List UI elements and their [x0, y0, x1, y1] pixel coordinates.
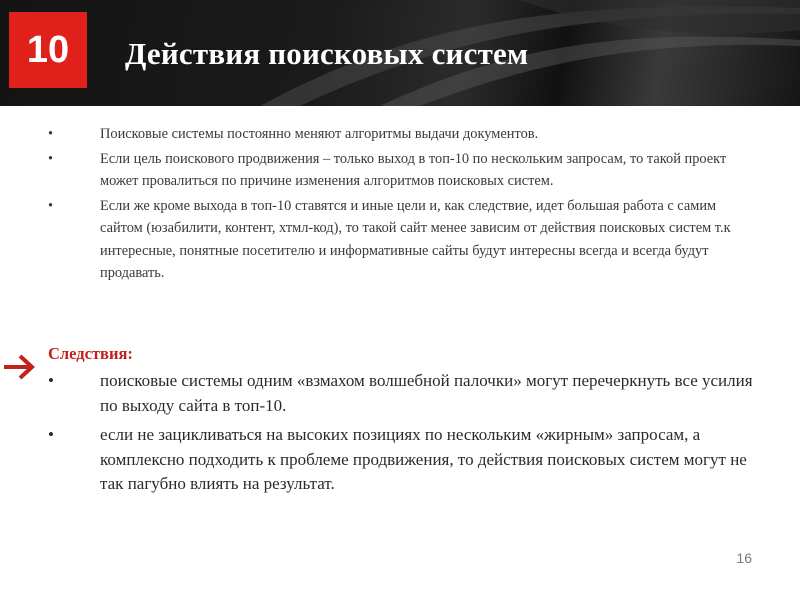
slide-title: Действия поисковых систем [125, 36, 529, 71]
bullet-item [48, 148, 758, 193]
consequence-text: поисковые системы одним «взмахом волшебной палочки» могут перечеркнуть все усилия по выходу сайта в топ-10. [100, 371, 753, 415]
consequences-list [48, 369, 758, 497]
bullet-text: Поисковые системы постоянно меняют алгоритмы выдачи документов. [100, 126, 539, 142]
slide-number-badge: 10 [9, 12, 87, 88]
bullet-text: Если же кроме выхода в топ-10 ставятся и иные цели и, как следствие, идет большая работа с самим сайтом (юзабилити, контент, хтмл-код), то такой сайт менее зависим от действия поисковых систем т.к интересные, понятные посетителю и информативные сайты будут интересны всегда и всегда будут продавать. [100, 197, 731, 281]
consequence-item [48, 369, 758, 418]
bullet-item [48, 195, 758, 285]
bullet-marker: • [48, 150, 54, 167]
bullet-text: Если цель поискового продвижения – только выход в топ-10 по нескольким запросам, то такой проект может провалиться по причине изменения алгоритмов поисковых систем. [100, 150, 727, 189]
bullet-marker: • [48, 197, 54, 214]
arrow-right-icon [2, 352, 36, 382]
bullet-marker: • [48, 371, 54, 390]
consequences-title: Следствия: [48, 344, 133, 363]
slide-header [0, 0, 800, 106]
bullet-item [48, 123, 758, 146]
consequence-text: если не зацикливаться на высоких позициях по нескольким «жирным» запросам, а комплексно подходить к проблеме продвижения, то действия поисковых систем могут не так пагубно влиять на результат. [100, 425, 747, 493]
bullet-list [48, 123, 758, 287]
bullet-marker: • [48, 126, 54, 142]
page-number: 16 [736, 550, 752, 566]
bullet-marker: • [48, 425, 54, 444]
consequence-item [48, 423, 758, 497]
consequences-section [48, 343, 758, 502]
